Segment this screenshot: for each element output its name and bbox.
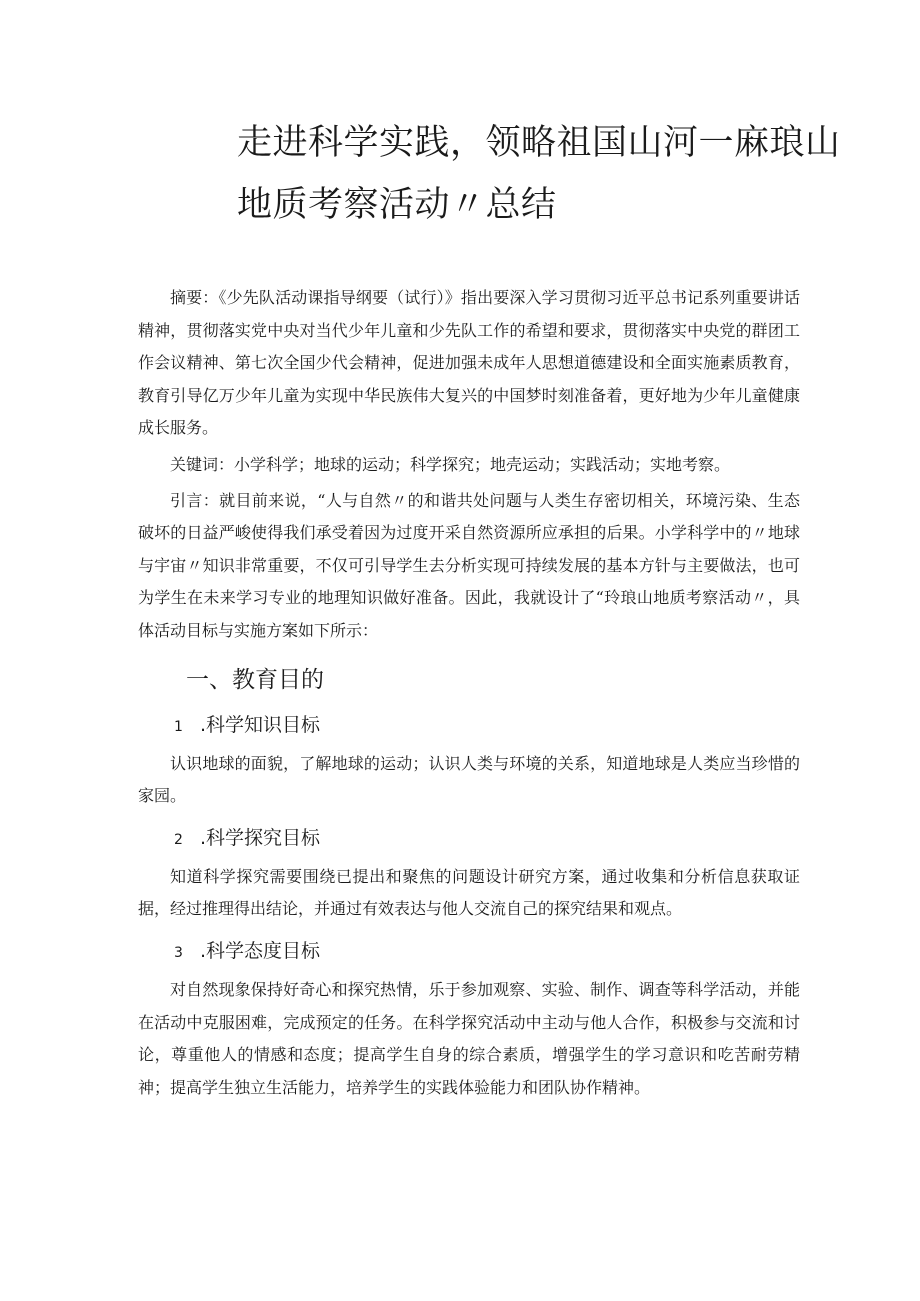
- section-heading-education-purpose: 一、教育目的: [186, 666, 324, 693]
- subheading-number: 1: [174, 718, 183, 735]
- subheading-number: 2: [174, 831, 183, 848]
- subheading-text: .科学探究目标: [200, 826, 321, 849]
- attitude-goal-paragraph: 对自然现象保持好奇心和探究热情，乐于参加观察、实验、制作、调查等科学活动，并能在活动中克服困难，完成预定的任务。在科学探究活动中主动与他人合作，积极参与交流和讨论，尊重他人的情感和态度；提高学生自身的综合素质，增强学生的学习意识和吃苦耐劳精神；提高学生独立生活能力，培养学生的实践体验能力和团队协作精神。: [138, 979, 800, 1097]
- abstract-paragraph: 摘要：《少先队活动课指导纲要（试行）》指出要深入学习贯彻习近平总书记系列重要讲话精神，贯彻落实党中央对当代少年儿童和少先队工作的希望和要求，贯彻落实中央党的群团工作会议精神、第七次全国少代会精神，促进加强未成年人思想道德建设和全面实施素质教育，教育引导亿万少年儿童为实现中华民族伟大复兴的中国梦时刻准备着，更好地为少年儿童健康成长服务。: [138, 288, 800, 438]
- subheading-knowledge-goal: [174, 710, 800, 742]
- document-title: [237, 112, 841, 236]
- title-line-1: 走进科学实践，领略祖国山河一麻琅山: [237, 123, 841, 163]
- document-body: [138, 282, 800, 1104]
- subheading-text: .科学知识目标: [200, 713, 321, 736]
- title-line-2: 地质考察活动〃总结: [237, 185, 557, 225]
- keywords-paragraph: 关键词：小学科学；地球的运动；科学探究；地壳运动；实践活动；实地考察。: [170, 454, 731, 474]
- inquiry-goal-paragraph: 知道科学探究需要围绕已提出和聚焦的问题设计研究方案，通过收集和分析信息获取证据，经过推理得出结论，并通过有效表达与他人交流自己的探究结果和观点。: [138, 866, 800, 919]
- subheading-number: 3: [174, 944, 183, 961]
- knowledge-goal-paragraph: 认识地球的面貌，了解地球的运动；认识人类与环境的关系，知道地球是人类应当珍惜的家园。: [138, 753, 800, 806]
- subheading-attitude-goal: [174, 936, 800, 968]
- subheading-text: .科学态度目标: [200, 939, 321, 962]
- intro-paragraph: 引言：就目前来说，“人与自然〃的和谐共处问题与人类生存密切相关，环境污染、生态破坏的日益严峻使得我们承受着因为过度开采自然资源所应承担的后果。小学科学中的〃地球与宇宙〃知识非常重要，不仅可引导学生去分析实现可持续发展的基本方针与主要做法，也可为学生在未来学习专业的地理知识做好准备。因此，我就设计了“玲琅山地质考察活动〃，具体活动目标与实施方案如下所示：: [138, 490, 800, 640]
- subheading-inquiry-goal: [174, 823, 800, 855]
